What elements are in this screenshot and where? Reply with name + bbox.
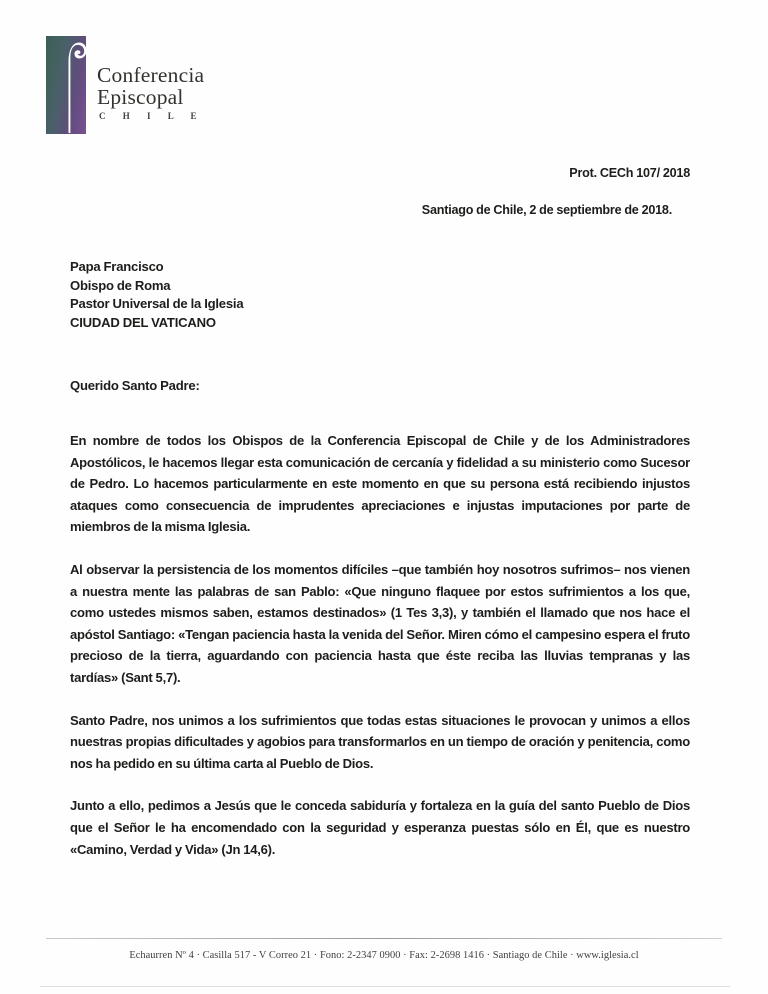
addressee-line-4: CIUDAD DEL VATICANO [70,314,216,330]
organization-name [97,36,204,121]
org-name-line-1: Conferencia [97,63,205,87]
footer-divider [46,938,722,939]
paragraph-4: Junto a ello, pedimos a Jesús que le conceda sabiduría y fortaleza en la guía del santo Pueblo de Dios que el Señor le ha encomendado con la seguridad y esperanza puestas sólo en Él, que es nuestro «Camino, Verdad y Vida» (Jn 14,6). [70,798,690,857]
paragraph-1: En nombre de todos los Obispos de la Conferencia Episcopal de Chile y de los Administradores Apostólicos, le hacemos llegar esta comunicación de cercanía y fidelidad a su ministerio como Sucesor de Pedro. Lo hacemos particularmente en este momento en que su persona está recibiendo injustos ataques como consecuencia de imprudentes apreciaciones e injustas imputaciones por parte de miembros de la misma Iglesia. [70,433,690,535]
crosier-staff-icon [46,36,86,134]
addressee-line-2: Obispo de Roma [70,277,171,293]
paragraph-2: Al observar la persistencia de los momentos difíciles –que también hoy nosotros sufrimos– nos vienen a nuestra mente las palabras de san Pablo: «Que ninguno flaquee por estos sufrimientos a los que, como ustedes mismos saben, estamos destinados» (1 Tes 3,3), y también el llamado que nos hace el apóstol Santiago: «Tengan paciencia hasta la venida del Señor. Miren cómo el campesino espera el fruto precioso de la tierra, aguardando con paciencia hasta que éste reciba las lluvias tempranas y las tardías» (Sant 5,7). [70,561,690,685]
addressee-line-1: Papa Francisco [70,259,164,274]
protocol-number: Prot. CECh 107/ 2018 [569,166,690,180]
addressee-line-3: Pastor Universal de la Iglesia [70,296,244,312]
org-name-country: C H I L E [99,111,205,122]
paragraph-3: Santo Padre, nos unimos a los sufrimientos que todas estas situaciones le provocan y unimos a ellos nuestras propias dificultades y agobios para transformarlos en un tiempo de oración y penitencia, como nos ha pedido en su última carta al Pueblo de Dios. [70,712,690,771]
page-bottom-edge [40,986,730,987]
place-and-date: Santiago de Chile, 2 de septiembre de 2018. [421,203,672,217]
salutation: Querido Santo Padre: [70,378,200,393]
footer-contact-info: Echaurren Nº 4 · Casilla 517 - V Correo 21 · Fono: 2-2347 0900 · Fax: 2-2698 1416 · Santiago de Chile · www.iglesia.cl [129,950,639,961]
org-name-line-2: Episcopal [97,85,184,110]
addressee-block [70,258,243,332]
letterhead [46,36,204,134]
letter-paragraphs [70,430,690,860]
